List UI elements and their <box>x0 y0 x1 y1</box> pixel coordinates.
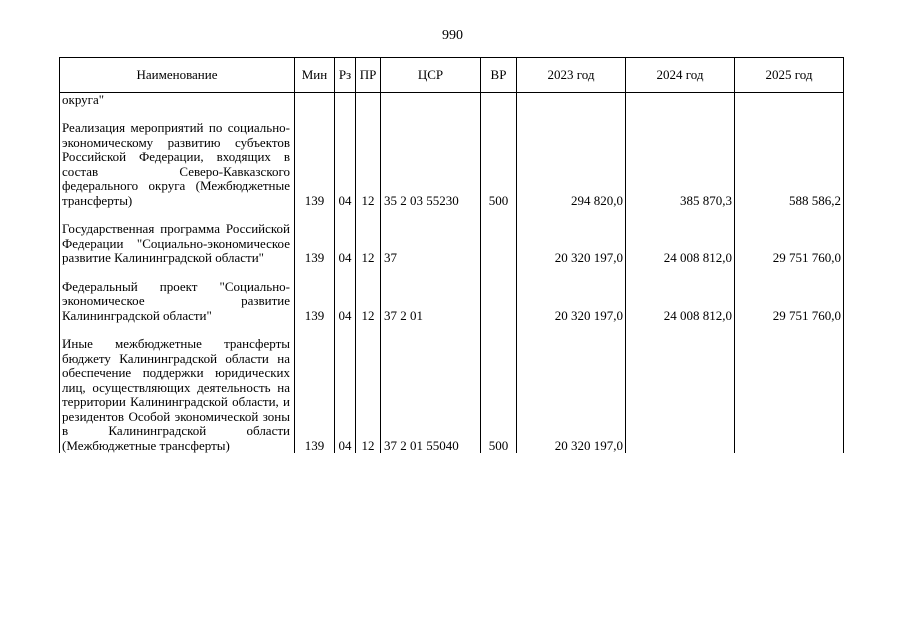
header-min: Мин <box>295 58 335 93</box>
row-2024: 385 870,3 <box>626 121 735 208</box>
header-name: Наименование <box>60 58 295 93</box>
row-min: 139 <box>295 222 335 266</box>
row-name: Государственная программа Российской Федерации "Социально-экономическое развитие Калининградской области" <box>60 222 295 266</box>
header-2025: 2025 год <box>735 58 844 93</box>
row-vr <box>481 222 517 266</box>
header-2023: 2023 год <box>517 58 626 93</box>
table-row <box>60 337 844 453</box>
header-pr: ПР <box>356 58 381 93</box>
row-2023: 20 320 197,0 <box>517 337 626 453</box>
row-rz: 04 <box>335 222 356 266</box>
row-2025: 588 586,2 <box>735 121 844 208</box>
table-row <box>60 222 844 266</box>
header-rz: Рз <box>335 58 356 93</box>
row-vr <box>481 280 517 324</box>
row-min: 139 <box>295 337 335 453</box>
row-csr: 35 2 03 55230 <box>381 121 481 208</box>
row-pr: 12 <box>356 222 381 266</box>
row-2024: 24 008 812,0 <box>626 222 735 266</box>
table-header-row <box>60 58 844 93</box>
table-row-continuation <box>60 93 844 108</box>
row-csr: 37 <box>381 222 481 266</box>
row-pr: 12 <box>356 337 381 453</box>
row-vr: 500 <box>481 121 517 208</box>
row-vr: 500 <box>481 337 517 453</box>
row-name: Федеральный проект "Социально-экономическое развитие Калининградской области" <box>60 280 295 324</box>
row-2024: 24 008 812,0 <box>626 280 735 324</box>
row-2023: 20 320 197,0 <box>517 222 626 266</box>
row-min: 139 <box>295 121 335 208</box>
row-rz: 04 <box>335 121 356 208</box>
row-csr: 37 2 01 55040 <box>381 337 481 453</box>
budget-table <box>59 57 844 453</box>
row-2023: 294 820,0 <box>517 121 626 208</box>
row-2025: 29 751 760,0 <box>735 280 844 324</box>
header-csr: ЦСР <box>381 58 481 93</box>
table-row <box>60 280 844 324</box>
row-rz: 04 <box>335 337 356 453</box>
row-pr: 12 <box>356 121 381 208</box>
continuation-text: округа" <box>60 93 295 108</box>
row-pr: 12 <box>356 280 381 324</box>
row-name: Реализация мероприятий по социально-экономическому развитию субъектов Российской Федерации, входящих в состав Северо-Кавказского федерального округа (Межбюджетные трансферты) <box>60 121 295 208</box>
row-2024 <box>626 337 735 453</box>
row-2025 <box>735 337 844 453</box>
row-name: Иные межбюджетные трансферты бюджету Калининградской области на обеспечение поддержки юридических лиц, осуществляющих деятельность на территории Калининградской области, и резидентов Особой экономической зоны в Калининградской области (Межбюджетные трансферты) <box>60 337 295 453</box>
page-number: 990 <box>442 28 463 43</box>
row-rz: 04 <box>335 280 356 324</box>
row-2023: 20 320 197,0 <box>517 280 626 324</box>
header-2024: 2024 год <box>626 58 735 93</box>
row-csr: 37 2 01 <box>381 280 481 324</box>
row-min: 139 <box>295 280 335 324</box>
row-2025: 29 751 760,0 <box>735 222 844 266</box>
table-row <box>60 121 844 208</box>
header-vr: ВР <box>481 58 517 93</box>
